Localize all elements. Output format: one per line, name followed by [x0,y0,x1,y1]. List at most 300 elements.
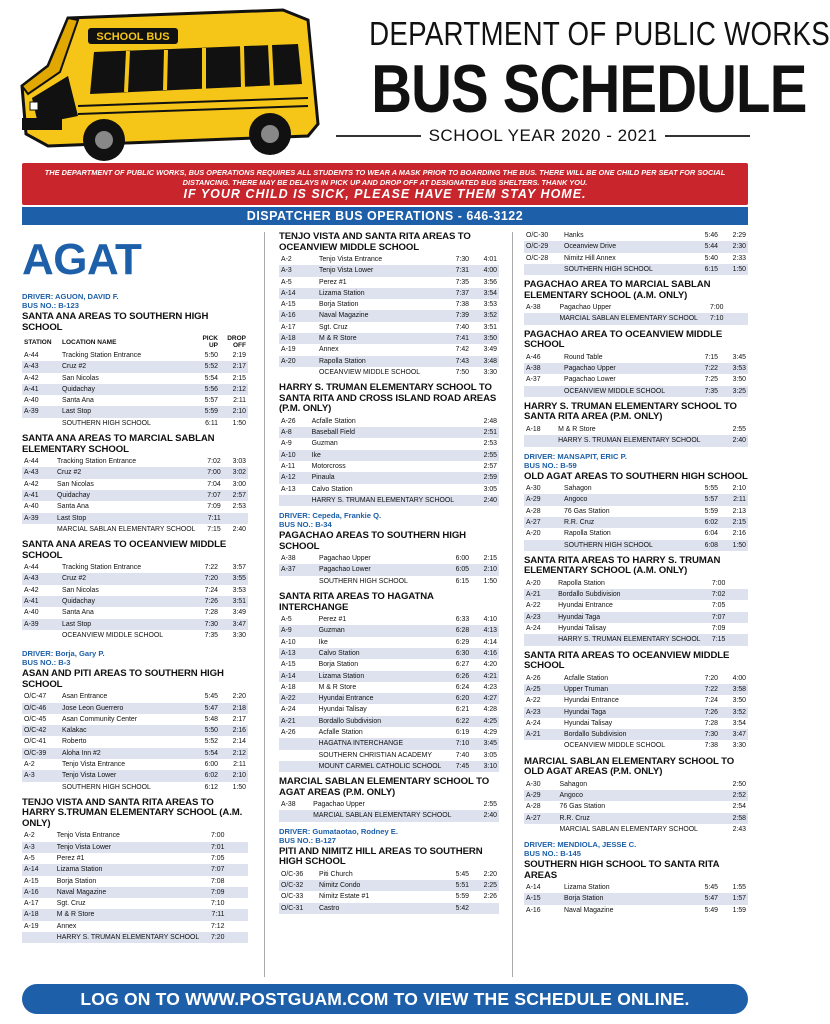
location-name: Hyundai Talisay [318,706,367,714]
station-code [524,540,562,551]
pickup-time: 6:19 [455,729,470,736]
pickup-time: 5:57 [692,494,720,505]
driver-name: DRIVER: MENDIOLA, JESSE C. [524,840,637,850]
station-code: A-22 [526,602,541,610]
pickup-time: 7:25 [704,376,718,384]
station-code: A-14 [279,671,317,682]
table-row [524,905,748,916]
dropoff-time: 4:20 [483,661,497,669]
station-code: A-22 [526,697,541,705]
table-row [22,384,248,395]
station-code: A-17 [281,323,296,331]
driver-name: DRIVER: MANSAPIT, ERIC P. [524,451,627,461]
pickup-time [456,495,475,506]
table-row [279,671,499,682]
location-name: Hyundai Entrance [564,697,619,705]
table-row [279,576,499,587]
column-1 [22,230,248,948]
pickup-time [453,799,474,810]
station-code: A-16 [22,887,55,898]
location-name: Roberto [62,738,87,746]
table-row [524,779,748,790]
dropoff-time: 2:10 [220,770,248,781]
table-row [279,704,499,715]
location-name: Pagachao Upper [313,801,365,809]
pickup-time: 6:15 [455,577,469,585]
dropoff-time: 3:45 [471,738,499,749]
location-name: Ike [310,450,456,461]
dropoff-time: 2:10 [220,406,248,417]
location-name: Hyundai Taga [556,612,702,623]
location-name: Jose Leon Guerrero [60,703,192,714]
notice-banner [22,163,748,205]
dropoff-time: 1:50 [720,264,748,275]
table-row [22,524,248,535]
pickup-time: 7:40 [455,751,470,759]
pickup-time: 7:30 [192,619,220,630]
driver-name: DRIVER: AGUON, DAVID F. [22,292,119,301]
dropoff-time: 3:05 [483,485,497,493]
location-name: Perez #1 [318,616,347,624]
location-name: M & R Store [55,909,201,920]
pickup-time: 6:33 [455,616,470,624]
pickup-time: 7:07 [197,490,222,501]
pickup-time: 7:42 [455,346,469,354]
dropoff-time [226,921,248,932]
table-row [22,909,248,920]
station-code: A-21 [524,589,556,600]
station-code: A-15 [524,893,562,904]
station-code: A-14 [526,884,541,892]
table-row [524,230,748,241]
table-row [279,682,499,693]
pickup-time [700,790,723,801]
pickup-time: 7:38 [455,301,469,309]
dropoff-time: 2:10 [732,485,746,493]
location-name: Guzman [317,625,444,636]
schedule-table [22,456,248,535]
pickup-time [456,484,475,495]
station-code: A-38 [281,555,296,563]
table-row [524,893,748,904]
location-name: Lizama Station [317,288,443,299]
location-name: Rapolla Station [558,579,605,587]
pickup-time: 7:28 [704,719,718,727]
dropoff-time: 1:50 [720,540,748,551]
location-name: Aloha Inn #2 [60,748,192,759]
table-row [279,761,499,772]
location-name: Tenjo Vista Entrance [319,256,383,263]
station-code: A-26 [281,417,296,425]
station-code: A-13 [279,648,317,659]
location-name: Kalakac [60,725,192,736]
pickup-time: 7:05 [711,602,726,610]
location-name: Hyundai Entrance [558,602,613,610]
station-code [279,750,317,761]
dropoff-time: 3:30 [732,742,746,750]
pickup-time: 7:45 [443,761,471,772]
column-header-station: STATION [24,338,52,346]
station-code: A-2 [24,832,35,840]
schedule-table [524,578,748,646]
station-code: A-39 [22,619,60,630]
location-name: SOUTHERN HIGH SCHOOL [62,783,151,791]
location-name: Cruz #2 [60,573,192,584]
dropoff-time: 3:54 [732,719,746,727]
dropoff-time: 2:40 [474,810,499,821]
table-row [524,363,748,374]
station-code: O/C-33 [281,893,304,901]
route-section [22,312,248,429]
location-name: Calvo Station [317,648,444,659]
pickup-time: 6:00 [455,555,469,563]
table-row [279,344,499,355]
table-row [279,727,499,738]
station-code: O/C-30 [526,232,549,239]
pickup-time: 5:54 [192,748,220,759]
location-name: OCEANVIEW MIDDLE SCHOOL [319,368,421,376]
dropoff-time: 3:58 [720,684,748,695]
station-code: A-19 [281,346,296,354]
location-name: Bordallo Subdivision [556,589,702,600]
station-code: O/C-29 [524,241,562,252]
dropoff-time: 1:50 [232,783,246,791]
station-code: A-15 [281,661,296,669]
dropoff-time [223,513,248,524]
dropoff-time: 1:57 [720,893,748,904]
table-row [279,564,499,575]
schedule-table [279,799,499,822]
route-section [279,847,499,914]
pickup-time: 5:42 [443,903,471,914]
route-title: PAGACHAO AREA TO MARCIAL SABLAN ELEMENTARY SCHOOL (A.M. ONLY) [524,279,711,301]
station-code [524,386,562,397]
table-row [524,264,748,275]
schedule-table [524,779,748,835]
table-row [22,853,248,864]
route-title: ASAN AND PITI AREAS TO SOUTHERN HIGH SCHOOL [22,668,224,690]
location-name: Upper Truman [562,684,692,695]
table-row [524,517,748,528]
pickup-time: 5:50 [204,352,218,359]
dropoff-time [727,589,748,600]
station-code: A-11 [281,462,296,470]
dropoff-time: 2:59 [475,472,499,483]
station-code [22,524,55,535]
location-name: OCEANVIEW MIDDLE SCHOOL [564,742,666,750]
location-name: M & R Store [558,425,596,433]
route-section [279,232,499,378]
mask-notice: THE DEPARTMENT OF PUBLIC WORKS, BUS OPERATIONS REQUIRES ALL STUDENTS TO WEAR A MASK PRIOR TO BOARDING THE BUS. THERE WILL BE ONE CHILD PER SEAT FOR SOCIAL DISTANCING. THERE MAY BE DELAYS IN PICK UP AND DROP OFF AT DESIGNATED BUS SHELTERS. THANK YOU. [44,168,726,187]
station-code: A-16 [526,906,541,914]
schedule-table [279,553,499,587]
location-name: R.R. Cruz [558,813,700,824]
location-name: SOUTHERN HIGH SCHOOL [562,264,692,275]
pickup-time: 7:10 [700,313,726,324]
table-row [279,648,499,659]
route-section [524,651,748,752]
location-name: Castro [317,903,443,914]
location-name: M & R Store [318,683,357,691]
header [336,14,830,146]
driver-name: DRIVER: Cepeda, Frankie Q. [279,511,382,521]
route-section [524,230,748,275]
schedule-table [279,416,499,506]
station-code: A-40 [24,503,39,511]
bus-number: BUS NO.: B-123 [22,301,79,310]
location-name: SOUTHERN HIGH SCHOOL [62,419,151,427]
location-name: Motorcross [311,462,346,470]
pickup-time [453,810,474,821]
dropoff-time: 2:51 [475,427,499,438]
dropoff-time: 2:55 [732,425,746,433]
route-section [279,383,499,506]
dropoff-time [226,887,248,898]
dropoff-time: 2:40 [475,495,499,506]
table-row [279,810,499,821]
location-name: SOUTHERN HIGH SCHOOL [319,577,408,585]
table-row [22,714,248,725]
pickup-time: 7:08 [210,877,225,885]
pickup-time: 7:26 [192,596,220,607]
dropoff-time [725,302,748,313]
dropoff-time: 3:10 [471,761,499,772]
location-name: Pagachao Lower [564,376,616,384]
pickup-time: 7:43 [443,356,471,367]
dropoff-time: 2:16 [732,530,746,538]
table-row [22,759,248,770]
station-code [524,740,562,751]
station-code [22,932,55,943]
dropoff-time [727,578,748,589]
table-row [524,729,748,740]
dropoff-time: 3:05 [483,751,497,759]
dropoff-time: 4:13 [471,625,499,636]
location-name: Baseball Field [310,427,456,438]
route-section [22,798,248,943]
pickup-time: 5:54 [204,374,218,382]
route-section [524,556,748,646]
station-code: A-44 [24,564,39,572]
table-row [524,483,748,494]
location-name: Angoco [562,494,692,505]
location-name: Borja Station [56,877,97,885]
station-code: A-3 [279,265,317,276]
table-row [22,830,248,841]
schedule-table [22,334,248,429]
table-row [279,693,499,704]
station-code: O/C-42 [22,725,60,736]
pickup-time: 6:11 [205,419,218,427]
route-title: MARCIAL SABLAN ELEMENTARY SCHOOL TO OLD AGAT AREAS (P.M. ONLY) [524,755,735,778]
divider [665,135,750,137]
table-row [279,427,499,438]
station-code: A-18 [281,683,296,691]
table-row [279,625,499,636]
dropoff-time: 3:30 [483,368,497,376]
dropoff-time [226,898,248,909]
table-row [279,356,499,367]
station-code [22,630,60,641]
route-section [524,402,748,447]
station-code: A-18 [22,909,55,920]
dropoff-time: 4:28 [483,706,497,714]
table-row [22,619,248,630]
location-name: Santa Ana [62,397,94,405]
station-code [279,576,317,587]
route-title: SOUTHERN HIGH SCHOOL TO SANTA RITA AREAS [524,859,720,881]
location-name: Annex [319,346,339,354]
station-code: A-15 [281,301,296,309]
pickup-time: 5:46 [704,232,718,239]
pickup-time: 7:00 [210,832,225,840]
pickup-time [700,801,723,812]
dropoff-time: 2:53 [483,440,497,448]
dropoff-time: 2:14 [232,738,246,746]
station-code: A-38 [281,801,296,809]
table-row [279,495,499,506]
pickup-time [456,472,475,483]
bus-schedule-title: BUS SCHEDULE [371,51,807,127]
pickup-time: 7:04 [207,480,221,488]
pickup-time: 5:56 [192,384,220,395]
dropoff-time: 2:15 [720,517,748,528]
table-row [279,738,499,749]
table-row [279,310,499,321]
school-year [336,126,750,146]
pickup-time: 7:20 [192,573,220,584]
pickup-time: 7:15 [703,634,728,645]
route-section [279,777,499,822]
table-row [279,553,499,564]
table-row [279,869,499,880]
dropoff-time: 4:25 [471,716,499,727]
station-code [22,418,60,429]
pickup-time: 6:22 [443,716,471,727]
dropoff-time: 2:20 [483,870,497,878]
location-name: Santa Ana [62,609,94,617]
route-title: SANTA ANA AREAS TO SOUTHERN HIGH SCHOOL [22,311,209,333]
dropoff-time: 2:58 [722,813,748,824]
station-code: A-16 [279,310,317,321]
station-code: A-9 [279,625,317,636]
location-name: Acfalle Station [311,417,356,425]
pickup-time: 7:50 [455,368,469,376]
pickup-time: 5:55 [704,485,718,493]
location-name: HARRY S. TRUMAN ELEMENTARY SCHOOL [310,495,456,506]
pickup-time: 7:07 [703,612,728,623]
table-row [524,528,748,539]
station-code: O/C-36 [281,870,304,878]
table-row [524,824,748,835]
table-row [22,596,248,607]
dropoff-time: 3:55 [220,573,248,584]
table-row [279,472,499,483]
pickup-time: 5:45 [204,693,218,701]
table-row [22,864,248,875]
location-name: Perez #1 [56,855,85,862]
location-name: Tenjo Vista Entrance [56,832,120,840]
route-title: TENJO VISTA AND SANTA RITA AREAS TO HARRY S.TRUMAN ELEMENTARY SCHOOL (A.M. ONLY) [22,796,243,829]
location-name: Hyundai Talisay [564,719,613,727]
pickup-time: 5:47 [692,893,720,904]
pickup-time: 5:48 [204,715,218,723]
station-code: A-5 [24,855,35,862]
table-row [22,479,248,490]
pickup-time: 6:26 [443,671,471,682]
schedule-table [524,882,748,916]
dropoff-time: 4:14 [483,638,497,646]
dropoff-time [727,634,748,645]
pickup-time: 7:09 [201,887,226,898]
station-code: A-23 [524,707,562,718]
station-code: A-39 [22,406,60,417]
table-row [279,484,499,495]
table-row [22,513,248,524]
location-name: Sahagon [564,485,592,493]
station-code [524,313,558,324]
station-code: A-42 [24,586,39,594]
station-code: A-28 [526,507,541,515]
route-section [22,540,248,641]
table-row [22,467,248,478]
pickup-time: 7:11 [197,513,222,524]
dropoff-time: 2:15 [232,374,246,382]
school-bus-illustration [8,6,328,166]
pickup-time: 7:11 [201,909,226,920]
station-code: A-44 [24,352,39,359]
table-row [279,450,499,461]
dropoff-time [471,903,499,914]
station-code: A-26 [526,674,541,682]
dropoff-time: 2:40 [723,435,748,446]
location-name: Calvo Station [311,485,353,493]
location-name: Annex [56,922,77,930]
location-name: Santa Ana [57,503,89,511]
location-name: Nimitz Condo [317,880,443,891]
pickup-time: 7:35 [692,386,720,397]
pickup-time: 5:44 [692,241,720,252]
table-row [22,770,248,781]
station-code: A-40 [24,609,39,617]
table-row [22,607,248,618]
pickup-time: 7:15 [207,525,221,533]
dropoff-time: 3:53 [232,586,246,594]
bus-number: BUS NO.: B-34 [279,520,332,530]
route-title: HARRY S. TRUMAN ELEMENTARY SCHOOL TO SANTA RITA AREA (P.M. ONLY) [524,400,737,423]
pickup-time [456,461,475,472]
location-name: MARCIAL SABLAN ELEMENTARY SCHOOL [57,525,196,533]
location-name: HARRY S. TRUMAN ELEMENTARY SCHOOL [556,634,702,645]
pickup-time: 7:02 [703,589,728,600]
pickup-time: 7:00 [710,304,724,312]
station-code: A-15 [24,877,39,885]
dropoff-time: 2:19 [232,352,246,359]
location-name: Piti Church [319,870,353,878]
location-name: Oceanview Drive [562,241,692,252]
location-name: Sgt. Cruz [56,900,86,908]
table-row [22,501,248,512]
website-footer-link[interactable]: LOG ON TO WWW.POSTGUAM.COM TO VIEW THE SCHEDULE ONLINE. [22,984,748,1014]
location-name: Rapolla Station [564,530,611,538]
dropoff-time: 2:12 [220,384,248,395]
column-header-location: LOCATION NAME [62,338,117,346]
dropoff-time [226,864,248,875]
dropoff-time: 2:43 [732,825,746,833]
station-code: A-26 [281,729,296,736]
table-row [22,630,248,641]
route-section [524,757,748,835]
